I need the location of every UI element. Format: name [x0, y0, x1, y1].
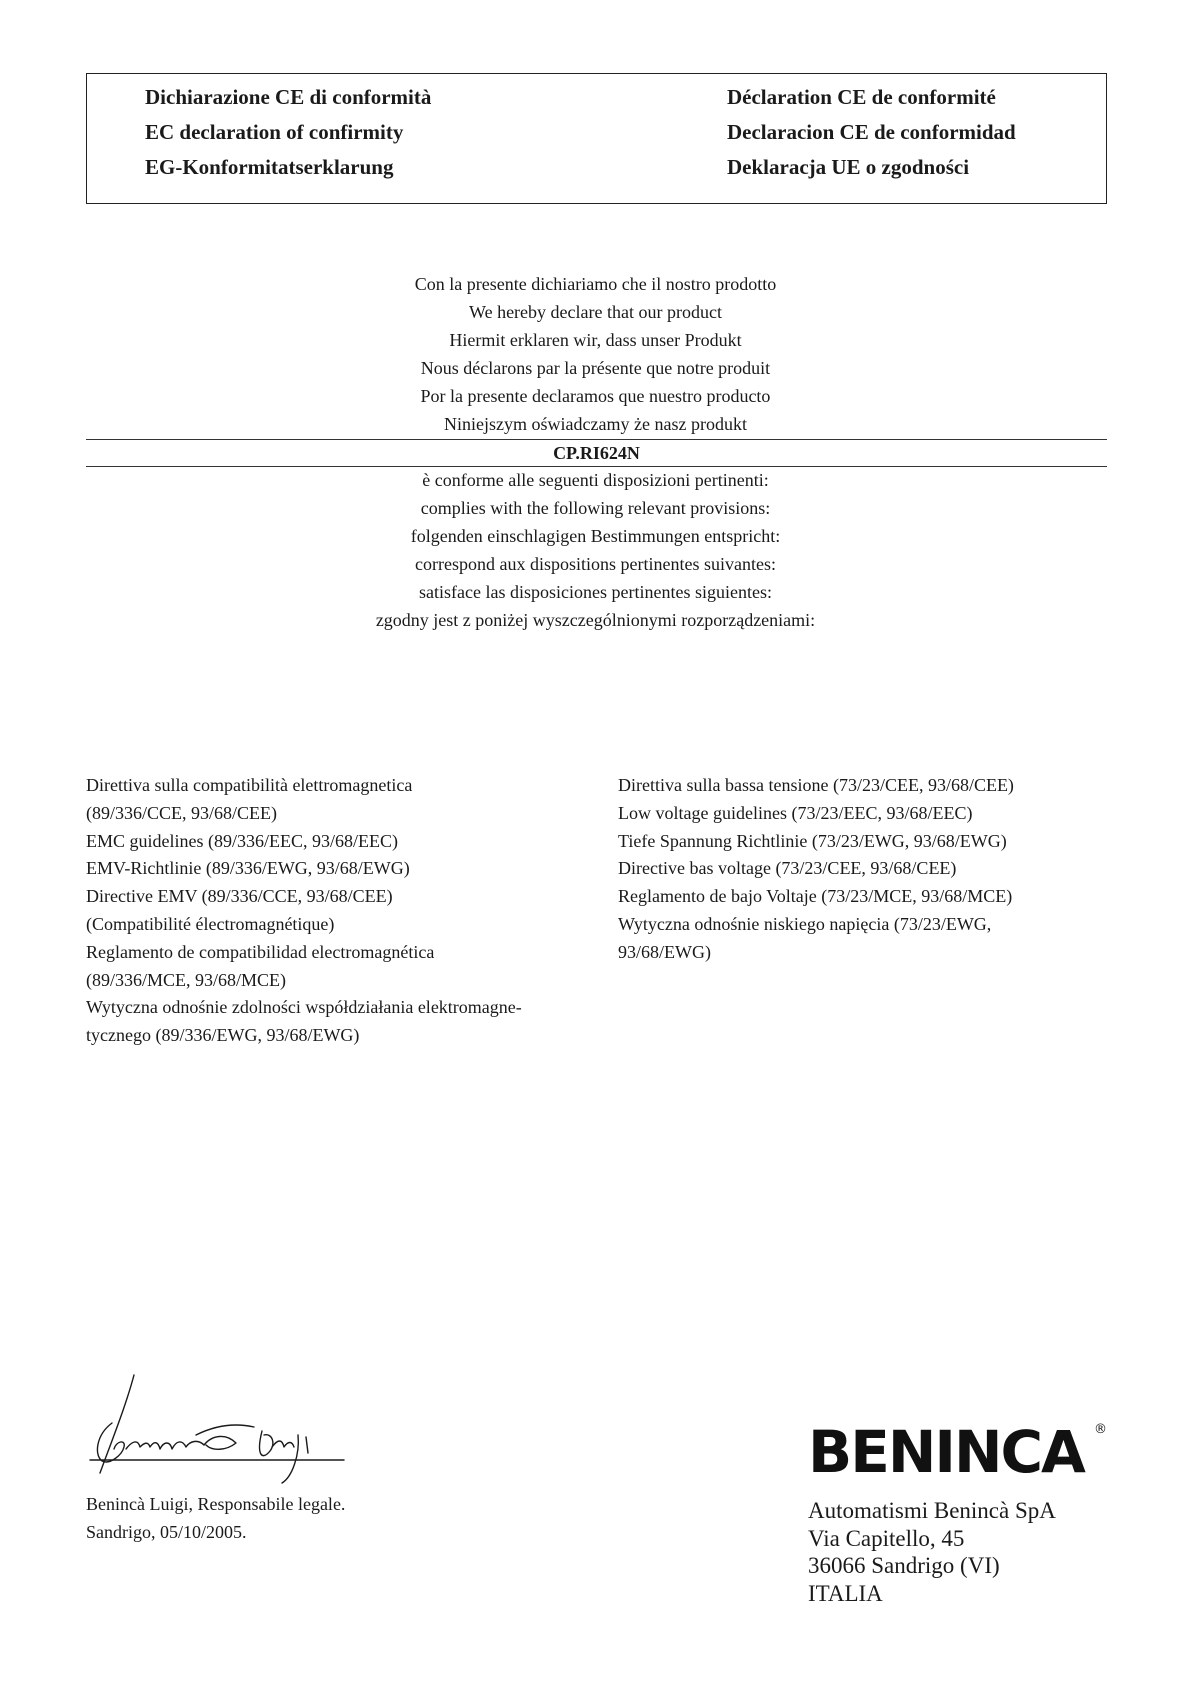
emc-directive-list — [86, 772, 586, 1050]
directive-line: Low voltage guidelines (73/23/EEC, 93/68/EEC) — [618, 802, 973, 823]
directive-line: Directive EMV (89/336/CCE, 93/68/CEE) — [86, 886, 393, 907]
compliance-line-it: è conforme alle seguenti disposizioni pertinenti: — [422, 470, 769, 490]
compliance-statement — [0, 466, 1191, 634]
logo-wordmark: BENINCA — [808, 1418, 1084, 1486]
product-code: CP.RI624N — [86, 439, 1107, 467]
handwritten-signature — [86, 1365, 386, 1485]
declaration-intro — [0, 270, 1191, 438]
header-title-fr: Déclaration CE de conformité — [727, 85, 996, 109]
directive-line: Wytyczna odnośnie niskiego napięcia (73/23/EWG, — [618, 913, 992, 934]
compliance-line-pl: zgodny jest z poniżej wyszczególnionymi rozporządzeniami: — [375, 610, 816, 630]
directive-line: (89/336/MCE, 93/68/MCE) — [86, 969, 287, 990]
beninca-logo — [808, 1420, 1108, 1490]
header-title-en: EC declaration of confirmity — [145, 120, 404, 144]
header-title-pl: Deklaracja UE o zgodności — [727, 155, 970, 179]
company-name: Automatismi Benincà SpA — [808, 1498, 1056, 1523]
compliance-line-es: satisface las disposiciones pertinentes siguientes: — [419, 582, 772, 602]
directive-line: EMC guidelines (89/336/EEC, 93/68/EEC) — [86, 830, 398, 851]
signatory-name: Benincà Luigi, Responsabile legale. — [86, 1494, 346, 1514]
company-address — [808, 1497, 1056, 1607]
intro-line-fr: Nous déclarons par la présente que notre produit — [420, 358, 771, 378]
header-title-it: Dichiarazione CE di conformità — [145, 85, 432, 109]
directive-line: EMV-Richtlinie (89/336/EWG, 93/68/EWG) — [86, 858, 410, 879]
header-right-column — [727, 80, 1016, 185]
directive-line: 93/68/EWG) — [618, 941, 711, 962]
directive-line: Tiefe Spannung Richtlinie (73/23/EWG, 93/68/EWG) — [618, 830, 1007, 851]
header-title-de: EG-Konformitatserklarung — [145, 155, 394, 179]
directive-line: (Compatibilité électromagnétique) — [86, 913, 335, 934]
intro-line-it: Con la presente dichiariamo che il nostro prodotto — [414, 274, 777, 294]
intro-line-en: We hereby declare that our product — [469, 302, 722, 322]
address-country: ITALIA — [808, 1580, 883, 1606]
compliance-line-de: folgenden einschlagigen Bestimmungen entspricht: — [410, 526, 781, 546]
header-title-es: Declaracion CE de conformidad — [727, 120, 1016, 144]
intro-line-es: Por la presente declaramos que nuestro producto — [420, 386, 771, 406]
signature-place-date: Sandrigo, 05/10/2005. — [86, 1522, 247, 1542]
directive-line: Direttiva sulla bassa tensione (73/23/CEE, 93/68/CEE) — [618, 775, 1014, 795]
declaration-header-box — [86, 73, 1107, 204]
compliance-line-en: complies with the following relevant provisions: — [420, 498, 771, 518]
header-left-column — [145, 80, 431, 185]
address-street: Via Capitello, 45 — [808, 1525, 965, 1551]
directive-line: Wytyczna odnośnie zdolności współdziałania elektromagne- — [86, 997, 522, 1018]
directive-line: (89/336/CCE, 93/68/CEE) — [86, 802, 277, 823]
directive-line: Reglamento de compatibilidad electromagnética — [86, 941, 435, 962]
directive-line: tycznego (89/336/EWG, 93/68/EWG) — [86, 1025, 360, 1046]
address-city: 36066 Sandrigo (VI) — [808, 1553, 1000, 1578]
registered-mark: ® — [1094, 1422, 1107, 1437]
intro-line-pl: Niniejszym oświadczamy że nasz produkt — [444, 414, 747, 434]
low-voltage-directive-list — [618, 772, 1098, 967]
intro-line-de: Hiermit erklaren wir, dass unser Produkt — [449, 330, 742, 350]
signatory-caption — [86, 1490, 345, 1546]
directive-line: Direttiva sulla compatibilità elettromagnetica — [86, 775, 413, 795]
directive-line: Reglamento de bajo Voltaje (73/23/MCE, 93/68/MCE) — [618, 886, 1013, 907]
directive-line: Directive bas voltage (73/23/CEE, 93/68/CEE) — [618, 858, 957, 879]
signature-drawing — [86, 1365, 386, 1485]
compliance-line-fr: correspond aux dispositions pertinentes suivantes: — [415, 554, 776, 574]
